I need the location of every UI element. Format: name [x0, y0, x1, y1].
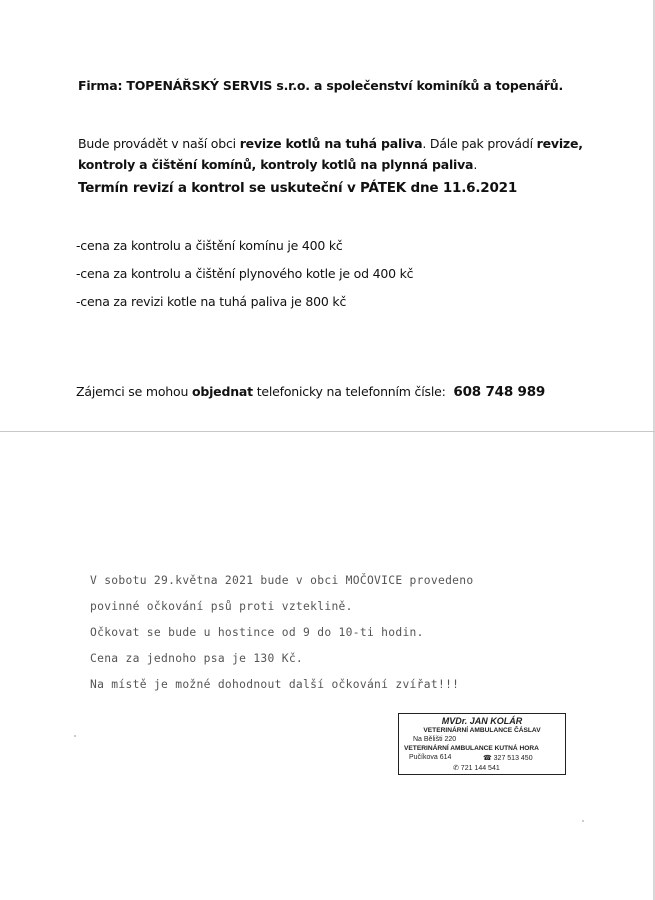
- contact-bold: objednat: [191, 384, 253, 399]
- price-item: -cena za kontrolu a čištění komínu je 400 kč: [76, 238, 343, 253]
- scan-speck: [582, 820, 584, 822]
- company-line: Firma: TOPENÁŘSKÝ SERVIS s.r.o. a společenství kominíků a topenářů.: [78, 78, 564, 93]
- stamp-org-kutna-hora: VETERINÁRNÍ AMBULANCE KUTNÁ HORA: [404, 745, 539, 752]
- service-text-3: .: [473, 157, 478, 172]
- stamp-org-caslav: VETERINÁRNÍ AMBULANCE ČÁSLAV: [423, 727, 541, 734]
- contact-text-1: Zájemci se mohou: [76, 384, 192, 399]
- contact-phone: 608 748 989: [453, 384, 546, 400]
- price-item: -cena za kontrolu a čištění plynového kotle je od 400 kč: [76, 266, 414, 281]
- contact-text-2: telefonicky na telefonním čísle:: [252, 384, 450, 399]
- veterinary-stamp: [398, 713, 566, 775]
- stamp-name: MVDr. JAN KOLÁR: [441, 716, 523, 726]
- vaccination-line: povinné očkování psů proti vzteklině.: [90, 600, 353, 613]
- service-text-1: Bude provádět v naší obci: [78, 136, 240, 151]
- vaccination-line: Cena za jednoho psa je 130 Kč.: [90, 652, 304, 665]
- service-description: [78, 133, 598, 175]
- scan-speck: [74, 735, 76, 737]
- vaccination-line: V sobotu 29.května 2021 bude v obci MOČOVICE provedeno: [90, 574, 474, 587]
- vaccination-line: Očkovat se bude u hostince od 9 do 10-ti hodin.: [90, 626, 424, 639]
- vaccination-line: Na místě je možné dohodnout další očkování zvířat!!!: [90, 678, 460, 691]
- price-item: -cena za revizi kotle na tuhá paliva je 800 kč: [76, 294, 347, 309]
- service-bold-2: revize, kontroly a čištění komínů, kontroly kotlů na plynná paliva: [78, 136, 583, 172]
- stamp-phone-landline: ☎ 327 513 450: [483, 755, 533, 762]
- chimney-service-notice: [0, 0, 655, 430]
- stamp-phone-mobile: ✆ 721 144 541: [453, 765, 500, 772]
- service-text-2: . Dále pak provádí: [422, 136, 537, 151]
- price-list: [76, 238, 413, 322]
- vaccination-notice: [90, 572, 473, 702]
- separator-line: [0, 431, 655, 432]
- appointment-date-line: Termín revizí a kontrol se uskuteční v PÁTEK dne 11.6.2021: [78, 180, 518, 196]
- stamp-address-caslav: Na Bělišti 220: [413, 736, 457, 743]
- service-bold-1: revize kotlů na tuhá paliva: [239, 136, 423, 151]
- stamp-address-kutna-hora: Pučíkova 614: [409, 754, 452, 761]
- contact-line: [76, 384, 545, 400]
